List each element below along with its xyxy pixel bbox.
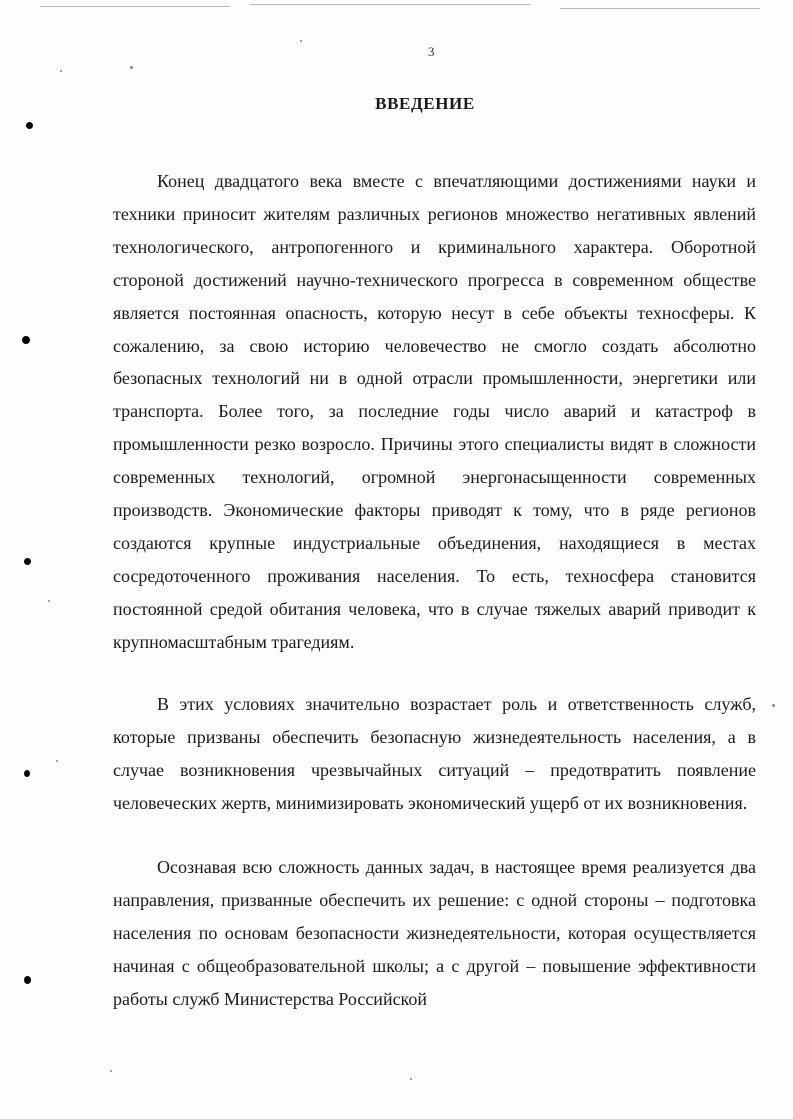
scan-speck: [300, 40, 302, 42]
paragraph: В этих условиях значительно возрастает роль и ответственность служб, которые призваны обеспечить безопасную жизнедеятельность населения, а в случае возникновения чрезвычайных ситуаций – предотвратить появление человеческих жертв, минимизировать экономический ущерб от их возникновения.: [113, 694, 756, 813]
scan-speck: [24, 558, 31, 565]
paragraph: Конец двадцатого века вместе с впечатляющими достижениями науки и техники приносит жителям различных регионов множество негативных явлений технологического, антропогенного и криминального характера. Оборотной стороной достижений научно-технического прогресса в современном обществе является постоянная опасность, которую несут в себе объекты техносферы. К сожалению, за свою историю человечество не смогло создать абсолютно безопасных технологий ни в одной отрасли промышленности, энергетики или транспорта. Более того, за последние годы число аварий и катастроф в промышленности резко возросло. Причины этого специалисты видят в сложности современных технологий, огромной энергонасыщенности современных производств. Экономические факторы приводят к тому, что в ряде регионов создаются крупные индустриальные объединения, находящиеся в местах сосредоточенного проживания населения. То есть, техносфера становится постоянной средой обитания человека, что в случае тяжелых аварий приводит к крупномасштабным трагедиям.: [113, 171, 756, 652]
scan-speck: [56, 760, 58, 762]
scan-artifact-line: [250, 4, 530, 5]
scan-speck: [48, 600, 50, 602]
scan-speck: [24, 770, 30, 777]
page-number: 3: [428, 44, 435, 59]
scan-artifact-line: [40, 6, 230, 7]
scan-speck: [60, 70, 62, 72]
scan-speck: [772, 704, 775, 707]
scan-speck: [22, 336, 30, 344]
scan-artifact-line: [560, 8, 760, 9]
paragraph: Осознавая всю сложность данных задач, в настоящее время реализуется два направления, призванные обеспечить их решение: с одной стороны – подготовка населения по основам безопасности жизнедеятельности, которая осуществляется начиная с общеобразовательной школы; а с другой – повышение эффективности работы служб Министерства Российской: [113, 857, 756, 1009]
scan-speck: [26, 122, 33, 129]
scan-speck: [410, 1078, 412, 1080]
scan-speck: [24, 976, 31, 984]
scan-speck: [110, 1070, 112, 1072]
page-title: ВВЕДЕНИЕ: [375, 94, 475, 113]
scan-speck: [130, 66, 133, 69]
